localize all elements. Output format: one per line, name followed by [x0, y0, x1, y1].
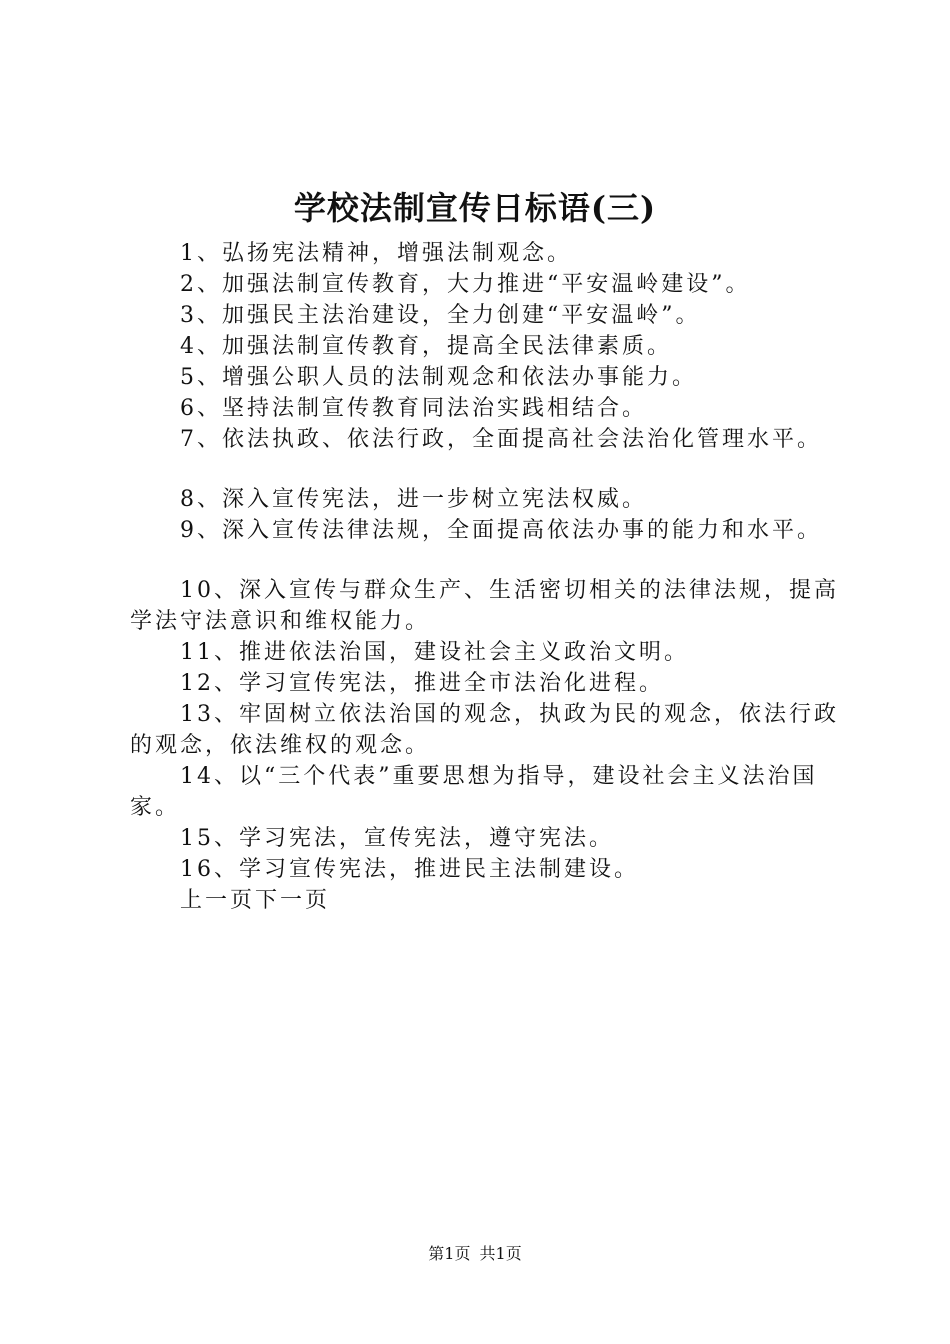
list-item: 1、弘扬宪法精神，增强法制观念。: [180, 241, 572, 266]
list-item: 10、深入宣传与群众生产、生活密切相关的法律法规，提高学法守法意识和维权能力。: [130, 578, 839, 634]
document-title: 学校法制宣传日标语(三): [293, 189, 657, 227]
page-footer: [0, 1243, 950, 1265]
list-item: 3、加强民主法治建设，全力创建“平安温岭”。: [180, 303, 701, 328]
page-total: 共1页: [479, 1244, 522, 1263]
page-nav-text: 上一页下一页: [180, 888, 331, 913]
list-item: 14、以“三个代表”重要思想为指导，建设社会主义法治国家。: [130, 764, 818, 820]
list-item: 5、增强公职人员的法制观念和依法办事能力。: [180, 365, 697, 390]
list-item: 4、加强法制宣传教育，提高全民法律素质。: [180, 334, 672, 359]
list-item: 8、深入宣传宪法，进一步树立宪法权威。: [180, 487, 647, 512]
list-item: 2、加强法制宣传教育，大力推进“平安温岭建设”。: [180, 272, 751, 297]
list-item: 6、坚持法制宣传教育同法治实践相结合。: [180, 396, 647, 421]
list-item: 12、学习宣传宪法，推进全市法治化进程。: [180, 671, 664, 696]
list-item: 7、依法执政、依法行政，全面提高社会法治化管理水平。: [180, 427, 822, 452]
list-item: 13、牢固树立依法治国的观念，执政为民的观念，依法行政的观念，依法维权的观念。: [130, 702, 839, 758]
document-body: [130, 238, 840, 916]
list-item: 9、深入宣传法律法规，全面提高依法办事的能力和水平。: [180, 518, 822, 543]
list-item: 15、学习宪法，宣传宪法，遵守宪法。: [180, 826, 614, 851]
list-item: 11、推进依法治国，建设社会主义政治文明。: [180, 640, 689, 665]
list-item: 16、学习宣传宪法，推进民主法制建设。: [180, 857, 639, 882]
page-number: 第1页: [428, 1244, 471, 1263]
